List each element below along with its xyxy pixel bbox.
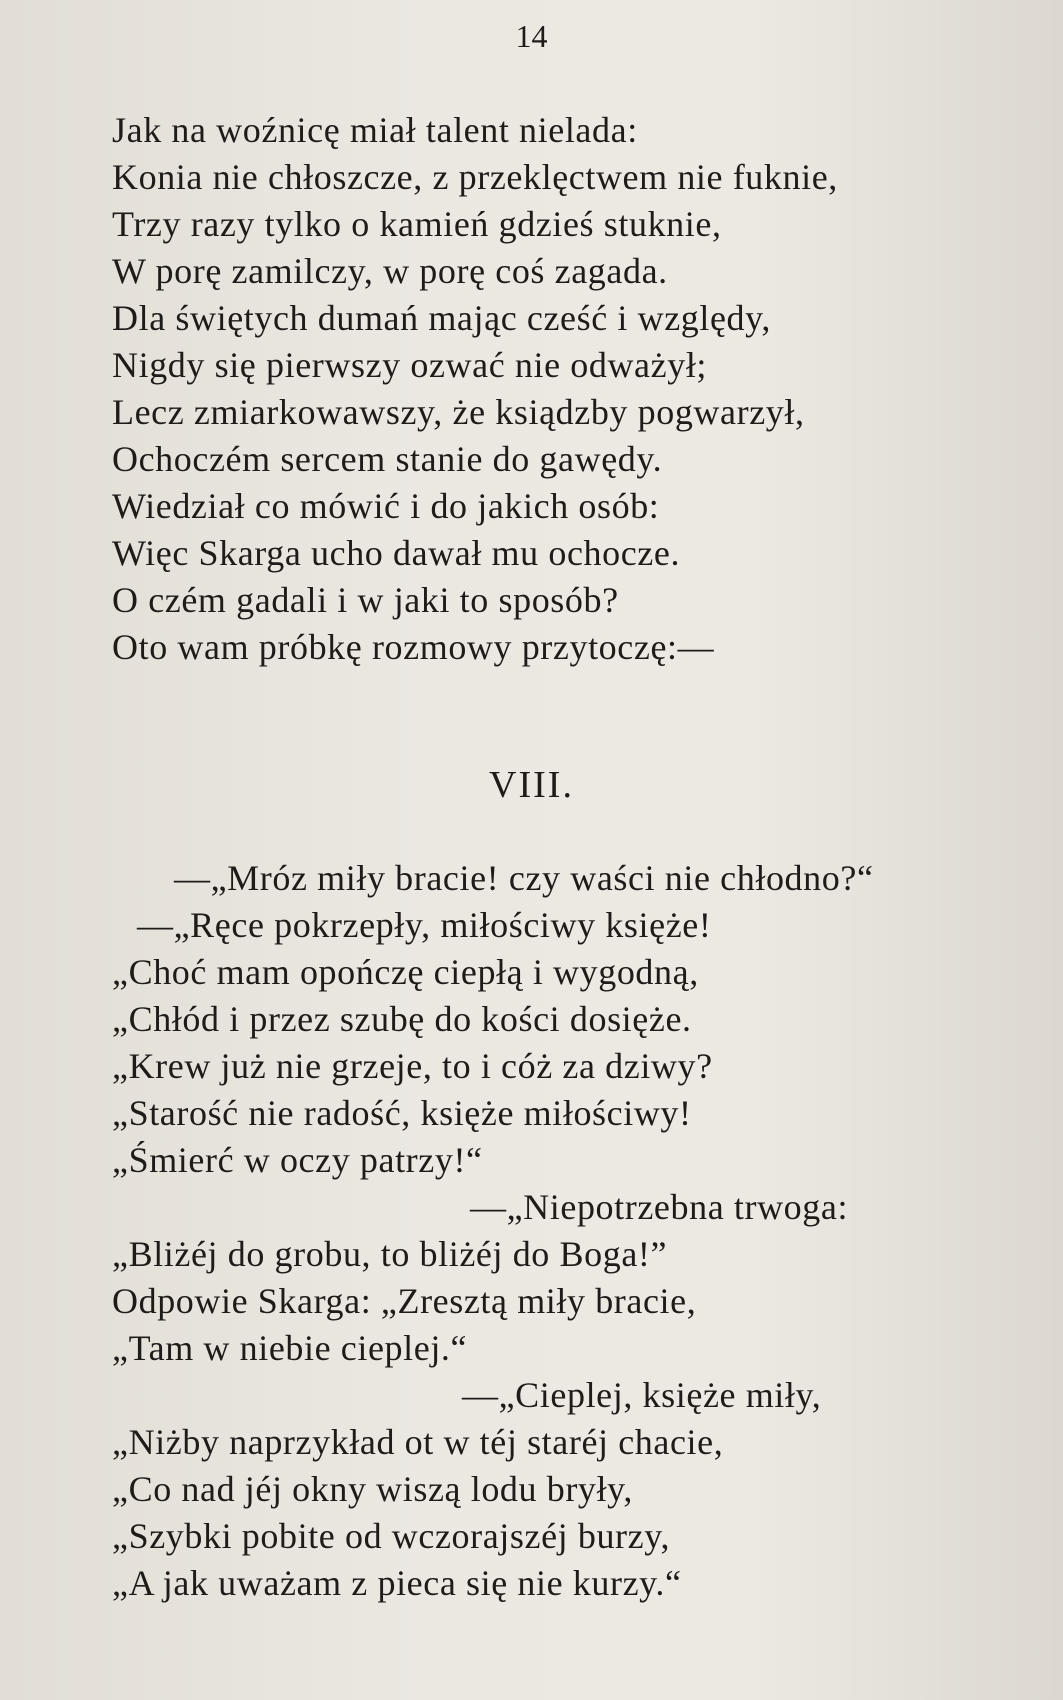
- verse-line: Lecz zmiarkowawszy, że ksiądzby pogwarzył,: [112, 392, 805, 432]
- verse-line: „Co nad jéj okny wiszą lodu bryły,: [112, 1469, 633, 1509]
- verse-line: „Chłód i przez szubę do kości dosięże.: [112, 999, 692, 1039]
- verse-line: Odpowie Skarga: „Zresztą miły bracie,: [112, 1281, 697, 1321]
- verse-line: „Bliżéj do grobu, to bliżéj do Boga!”: [112, 1234, 668, 1274]
- verse-line: „Niżby naprzykład ot w téj staréj chacie,: [112, 1422, 724, 1462]
- verse-line: Konia nie chłoszcze, z przeklęctwem nie fuknie,: [112, 157, 838, 197]
- verse-line: „Szybki pobite od wczorajszéj burzy,: [112, 1516, 671, 1556]
- verse-line: „A jak uważam z pieca się nie kurzy.“: [112, 1563, 682, 1603]
- verse-line: „Tam w niebie cieplej.“: [112, 1328, 468, 1368]
- verse-line: Oto wam próbkę rozmowy przytoczę:—: [112, 627, 715, 667]
- verse-line: „Krew już nie grzeje, to i cóż za dziwy?: [112, 1046, 713, 1086]
- verse-line: Wiedział co mówić i do jakich osób:: [112, 486, 660, 526]
- verse-line: „Starość nie radość, księże miłościwy!: [112, 1093, 692, 1133]
- verse-line: Dla świętych dumań mając cześć i względy,: [112, 298, 772, 338]
- verse-line: —„Mróz miły bracie! czy waści nie chłodno?“: [174, 858, 874, 898]
- verse-line: „Choć mam opończę ciepłą i wygodną,: [112, 952, 699, 992]
- verse-line: —„Ręce pokrzepły, miłościwy księże!: [137, 905, 712, 945]
- section-heading: VIII.: [489, 764, 574, 806]
- verse-line: Jak na woźnicę miał talent nielada:: [112, 110, 638, 150]
- verse-line: Nigdy się pierwszy ozwać nie odważył;: [112, 345, 708, 385]
- verse-line: „Śmierć w oczy patrzy!“: [112, 1140, 483, 1180]
- page-number: 14: [515, 18, 548, 54]
- verse-line: Trzy razy tylko o kamień gdzieś stuknie,: [112, 204, 722, 244]
- verse-line: Ochoczém sercem stanie do gawędy.: [112, 439, 663, 479]
- verse-line: O czém gadali i w jaki to sposób?: [112, 580, 619, 620]
- verse-line: —„Cieplej, księże miły,: [462, 1375, 822, 1415]
- verse-line: Więc Skarga ucho dawał mu ochocze.: [112, 533, 681, 573]
- verse-line: —„Niepotrzebna trwoga:: [470, 1187, 849, 1227]
- verse-line: W porę zamilczy, w porę coś zagada.: [112, 251, 668, 291]
